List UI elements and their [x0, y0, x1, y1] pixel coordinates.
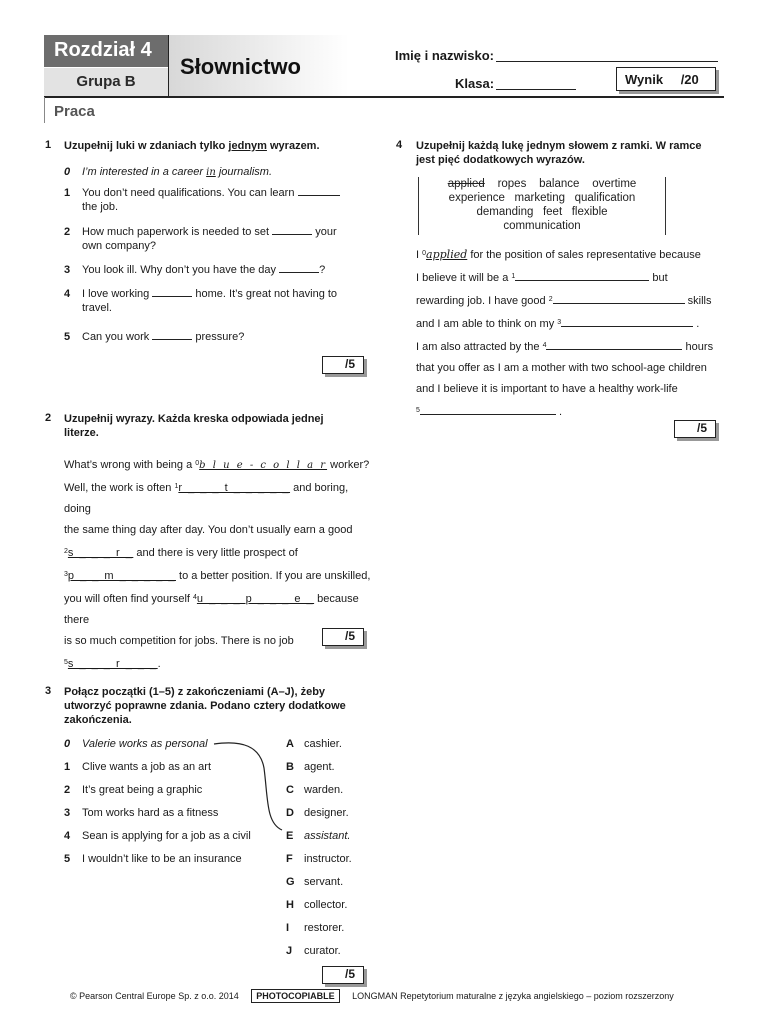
gap[interactable]	[553, 294, 685, 304]
name-field[interactable]	[496, 61, 718, 62]
task4-line-7: $^5$ .	[416, 406, 563, 418]
gap[interactable]	[515, 271, 649, 281]
gap[interactable]	[279, 263, 319, 273]
example-match-line	[212, 738, 292, 838]
task2-line-0: What’s wrong with being a $^0$b l u e - c o l l a r worker?	[64, 459, 370, 471]
header-left-rule	[44, 97, 45, 123]
chapter-title: Rozdział 4	[54, 39, 152, 61]
gap[interactable]	[272, 225, 312, 235]
box-row-4: communication	[503, 220, 581, 232]
box-row-3: demanding feet flexible	[476, 206, 608, 218]
task2-line-7: $^5$s _ _ _ r _ _ _.	[64, 658, 161, 670]
task1-item-1: 1 You don’t need qualifications. You can learn the job.	[64, 186, 364, 214]
ending-B: B agent.	[286, 761, 335, 773]
example-answer: in	[206, 167, 216, 178]
task2-line-6: is so much competition for jobs. There is no job	[64, 635, 294, 647]
gap[interactable]	[561, 317, 693, 327]
task4-line-2: rewarding job. I have good $^2$ skills	[416, 295, 712, 307]
box-word: applied	[447, 178, 485, 190]
task2-line-2: the same thing day after day. You don’t usually earn a good	[64, 524, 353, 536]
task3-number: 3	[45, 685, 52, 697]
task2-line-1: Well, the work is often $^1$r _ _ _ t _ _ _ _ _ and boring, doing	[64, 482, 349, 515]
total-score-box	[616, 67, 716, 91]
class-label: Klasa:	[455, 76, 495, 91]
group-label: Grupa B	[44, 68, 168, 96]
beginning-0: 0 Valerie works as personal	[64, 738, 208, 750]
box-row-2: experience marketing qualification	[448, 192, 636, 204]
footer	[70, 991, 760, 1001]
chapter-banner	[44, 35, 168, 67]
task4-score-box: /5	[674, 420, 716, 438]
ending-G: G servant.	[286, 876, 344, 888]
task2-instruction: Uzupełnij wyrazy. Każda kreska odpowiada jednej literze.	[64, 413, 324, 439]
beginning-1: 1 Clive wants a job as an art	[64, 761, 212, 773]
task4-instruction: Uzupełnij każdą lukę jednym słowem z ramki. W ramce jest pięć dodatkowych wyrazów.	[416, 140, 702, 166]
task2-score-box: /5	[322, 628, 364, 646]
task4-number: 4	[396, 139, 403, 151]
gap[interactable]	[152, 330, 192, 340]
ending-F: F instructor.	[286, 853, 352, 865]
task4-line-4: I am also attracted by the $^4$ hours	[416, 341, 714, 353]
gap[interactable]	[152, 287, 192, 297]
task4-line-5: that you offer as I am a mother with two school-age children	[416, 362, 707, 374]
task2-line-3: $^2$s _ _ _ r _ and there is very little prospect of	[64, 547, 298, 559]
task1-instruction: Uzupełnij luki w zdaniach tylko jednym wyrazem.	[64, 140, 320, 152]
task1-item-5: 5 Can you work pressure?	[64, 331, 245, 343]
task1-item-2: 2 How much paperwork is needed to set your own company?	[64, 226, 337, 252]
task2-line-5: you will often find yourself $^4$u _ _ _ p _ _ _ e _ because there	[64, 593, 359, 626]
section-title: Słownictwo	[180, 54, 301, 79]
ending-A: A cashier.	[286, 738, 342, 750]
gap[interactable]	[546, 340, 682, 350]
task1-score-box: /5	[322, 356, 364, 374]
task4-line-6: and I believe it is important to have a healthy work-life	[416, 383, 678, 395]
box-word: ropes	[497, 178, 527, 190]
task2-number: 2	[45, 412, 52, 424]
score-label: Wynik	[625, 72, 664, 87]
ending-C: C warden.	[286, 784, 344, 796]
task4-line-1: I believe it will be a $^1$ but	[416, 272, 668, 284]
beginning-4: 4 Sean is applying for a job as a civil	[64, 830, 251, 842]
task1-number: 1	[45, 139, 52, 151]
topic-label: Praca	[54, 103, 95, 120]
ending-H: H collector.	[286, 899, 348, 911]
box-word: overtime	[592, 178, 637, 190]
task4-line-3: and I am able to think on my $^3$ .	[416, 318, 700, 330]
task4-line-0: I $^0$applied for the position of sales representative because	[416, 248, 701, 261]
header-bottom-rule	[44, 96, 724, 98]
class-field[interactable]	[496, 89, 576, 90]
box-word: balance	[539, 178, 580, 190]
beginning-5: 5 I wouldn’t like to be an insurance	[64, 853, 242, 865]
ending-J: J curator.	[286, 945, 341, 957]
ending-I: I restorer.	[286, 922, 345, 934]
task2-line-4: $^3$p _ _ m _ _ _ _ _ to a better position. If you are unskilled,	[64, 570, 371, 582]
ending-D: D designer.	[286, 807, 349, 819]
task4-text	[416, 243, 728, 423]
gap[interactable]	[298, 186, 340, 196]
beginning-3: 3 Tom works hard as a fitness	[64, 807, 219, 819]
copyright: © Pearson Central Europe Sp. z o.o. 2014	[70, 991, 239, 1001]
task1-item-3: 3 You look ill. Why don’t you have the day ?	[64, 264, 326, 276]
task3-score-box: /5	[322, 966, 364, 984]
word-box	[418, 177, 666, 235]
task3-endings	[286, 737, 376, 967]
task1-example: 0 I’m interested in a career in journalism.	[64, 166, 273, 178]
score-total: /20	[680, 72, 699, 87]
series-title: LONGMAN Repetytorium maturalne z języka angielskiego – poziom rozszerzony	[352, 991, 674, 1001]
task1-item-4: 4 I love working home. It’s great not having to travel.	[64, 288, 338, 314]
photocopiable-badge: PHOTOCOPIABLE	[251, 989, 339, 1003]
gap[interactable]	[420, 405, 556, 415]
name-label: Imię i nazwisko:	[395, 48, 494, 63]
task3-instruction: Połącz początki (1–5) z zakończeniami (A–J), żeby utworzyć poprawne zdania. Podano cztery dodatkowe zakończenia.	[64, 686, 346, 726]
ending-E: E assistant.	[286, 830, 351, 842]
beginning-2: 2 It’s great being a graphic	[64, 784, 203, 796]
